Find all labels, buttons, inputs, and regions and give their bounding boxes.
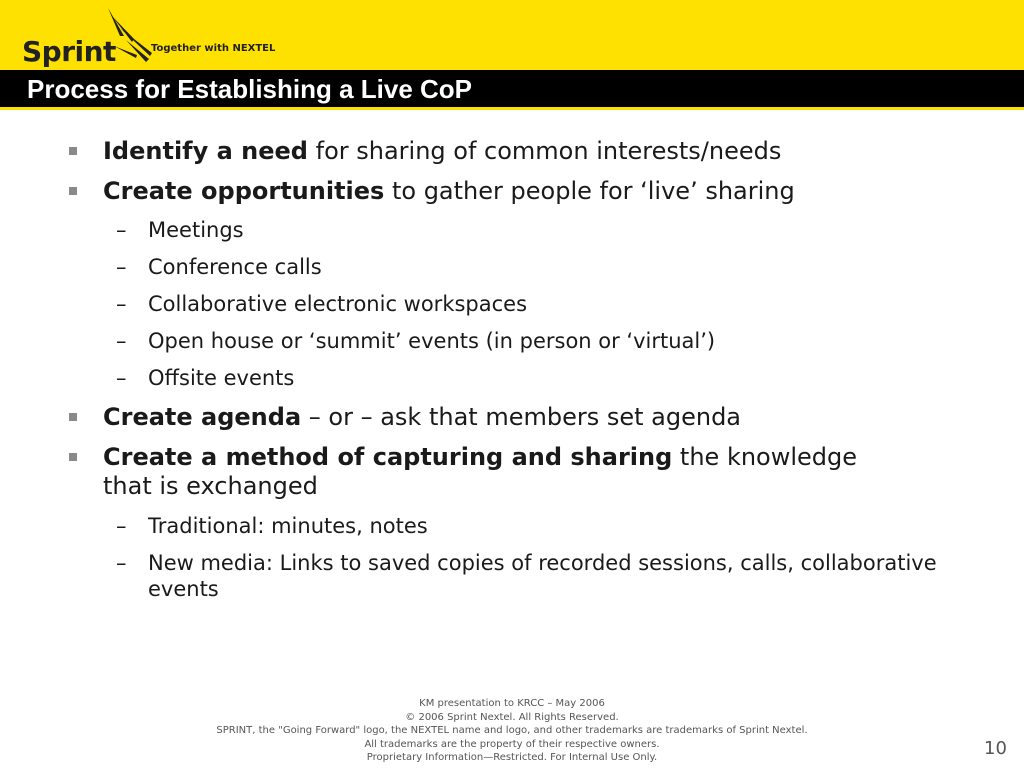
bullet-item: [103, 177, 795, 206]
sub-bullet-text: Conference calls: [148, 255, 322, 279]
dash-bullet-icon: –: [116, 292, 127, 316]
slide-title: Process for Establishing a Live CoP: [27, 74, 473, 104]
bullet-bold-text: Create opportunities: [103, 177, 385, 205]
footer-line: All trademarks are the property of their respective owners.: [364, 738, 660, 750]
square-bullet-icon: [69, 147, 77, 155]
sprint-wings-icon: [106, 6, 156, 66]
sub-bullet-item: [116, 217, 244, 243]
sprint-logo: [10, 6, 150, 68]
bullet-item: [103, 137, 781, 166]
bullet-text: to gather people for ‘live’ sharing: [384, 177, 795, 205]
brand-tagline: Together with NEXTEL: [151, 43, 276, 54]
bullet-text: – or – ask that members set agenda: [301, 403, 742, 431]
bullet-item: [103, 403, 741, 432]
bullet-bold-text: Create agenda: [103, 403, 302, 431]
sub-bullet-text: New media: Links to saved copies of recorded sessions, calls, collaborative events: [148, 551, 937, 601]
sub-bullet-text: Offsite events: [148, 366, 295, 390]
sub-bullet-text: Traditional: minutes, notes: [148, 514, 428, 538]
bullet-bold-text: Create a method of capturing and sharing: [103, 443, 673, 471]
square-bullet-icon: [69, 413, 77, 421]
dash-bullet-icon: –: [116, 514, 127, 538]
square-bullet-icon: [69, 453, 77, 461]
footer-legal: [0, 697, 1024, 765]
square-bullet-icon: [69, 187, 77, 195]
bullet-text: the knowledge that is exchanged: [103, 443, 858, 500]
bullet-text: for sharing of common interests/needs: [307, 137, 782, 165]
sub-bullet-item: [116, 254, 322, 280]
sub-bullet-item: [116, 365, 295, 391]
sub-bullet-item: [116, 328, 716, 354]
footer-line: SPRINT, the "Going Forward" logo, the NEXTEL name and logo, and other trademarks are trademarks of Sprint Nextel.: [216, 725, 808, 736]
footer-line: © 2006 Sprint Nextel. All Rights Reserved.: [405, 711, 619, 723]
sub-bullet-item: [116, 291, 528, 317]
sub-bullet-text: Open house or ‘summit’ events (in person or ‘virtual’): [148, 329, 716, 353]
brand-name: Sprint: [22, 35, 116, 68]
bullet-bold-text: Identify a need: [103, 137, 308, 165]
header-bar: [0, 0, 1024, 70]
footer-line: KM presentation to KRCC – May 2006: [419, 698, 605, 709]
dash-bullet-icon: –: [116, 218, 127, 242]
page-number: 10: [984, 738, 1007, 759]
sub-bullet-text: Collaborative electronic workspaces: [148, 292, 528, 316]
sub-bullet-text: Meetings: [148, 218, 244, 242]
footer-line: Proprietary Information—Restricted. For Internal Use Only.: [366, 752, 658, 763]
sub-bullet-item: [116, 513, 428, 539]
dash-bullet-icon: –: [116, 255, 127, 279]
sub-bullet-item: [116, 550, 978, 602]
dash-bullet-icon: –: [116, 551, 127, 575]
title-rule: [0, 107, 1024, 110]
bullet-item: [103, 443, 903, 501]
dash-bullet-icon: –: [116, 366, 127, 390]
dash-bullet-icon: –: [116, 329, 127, 353]
